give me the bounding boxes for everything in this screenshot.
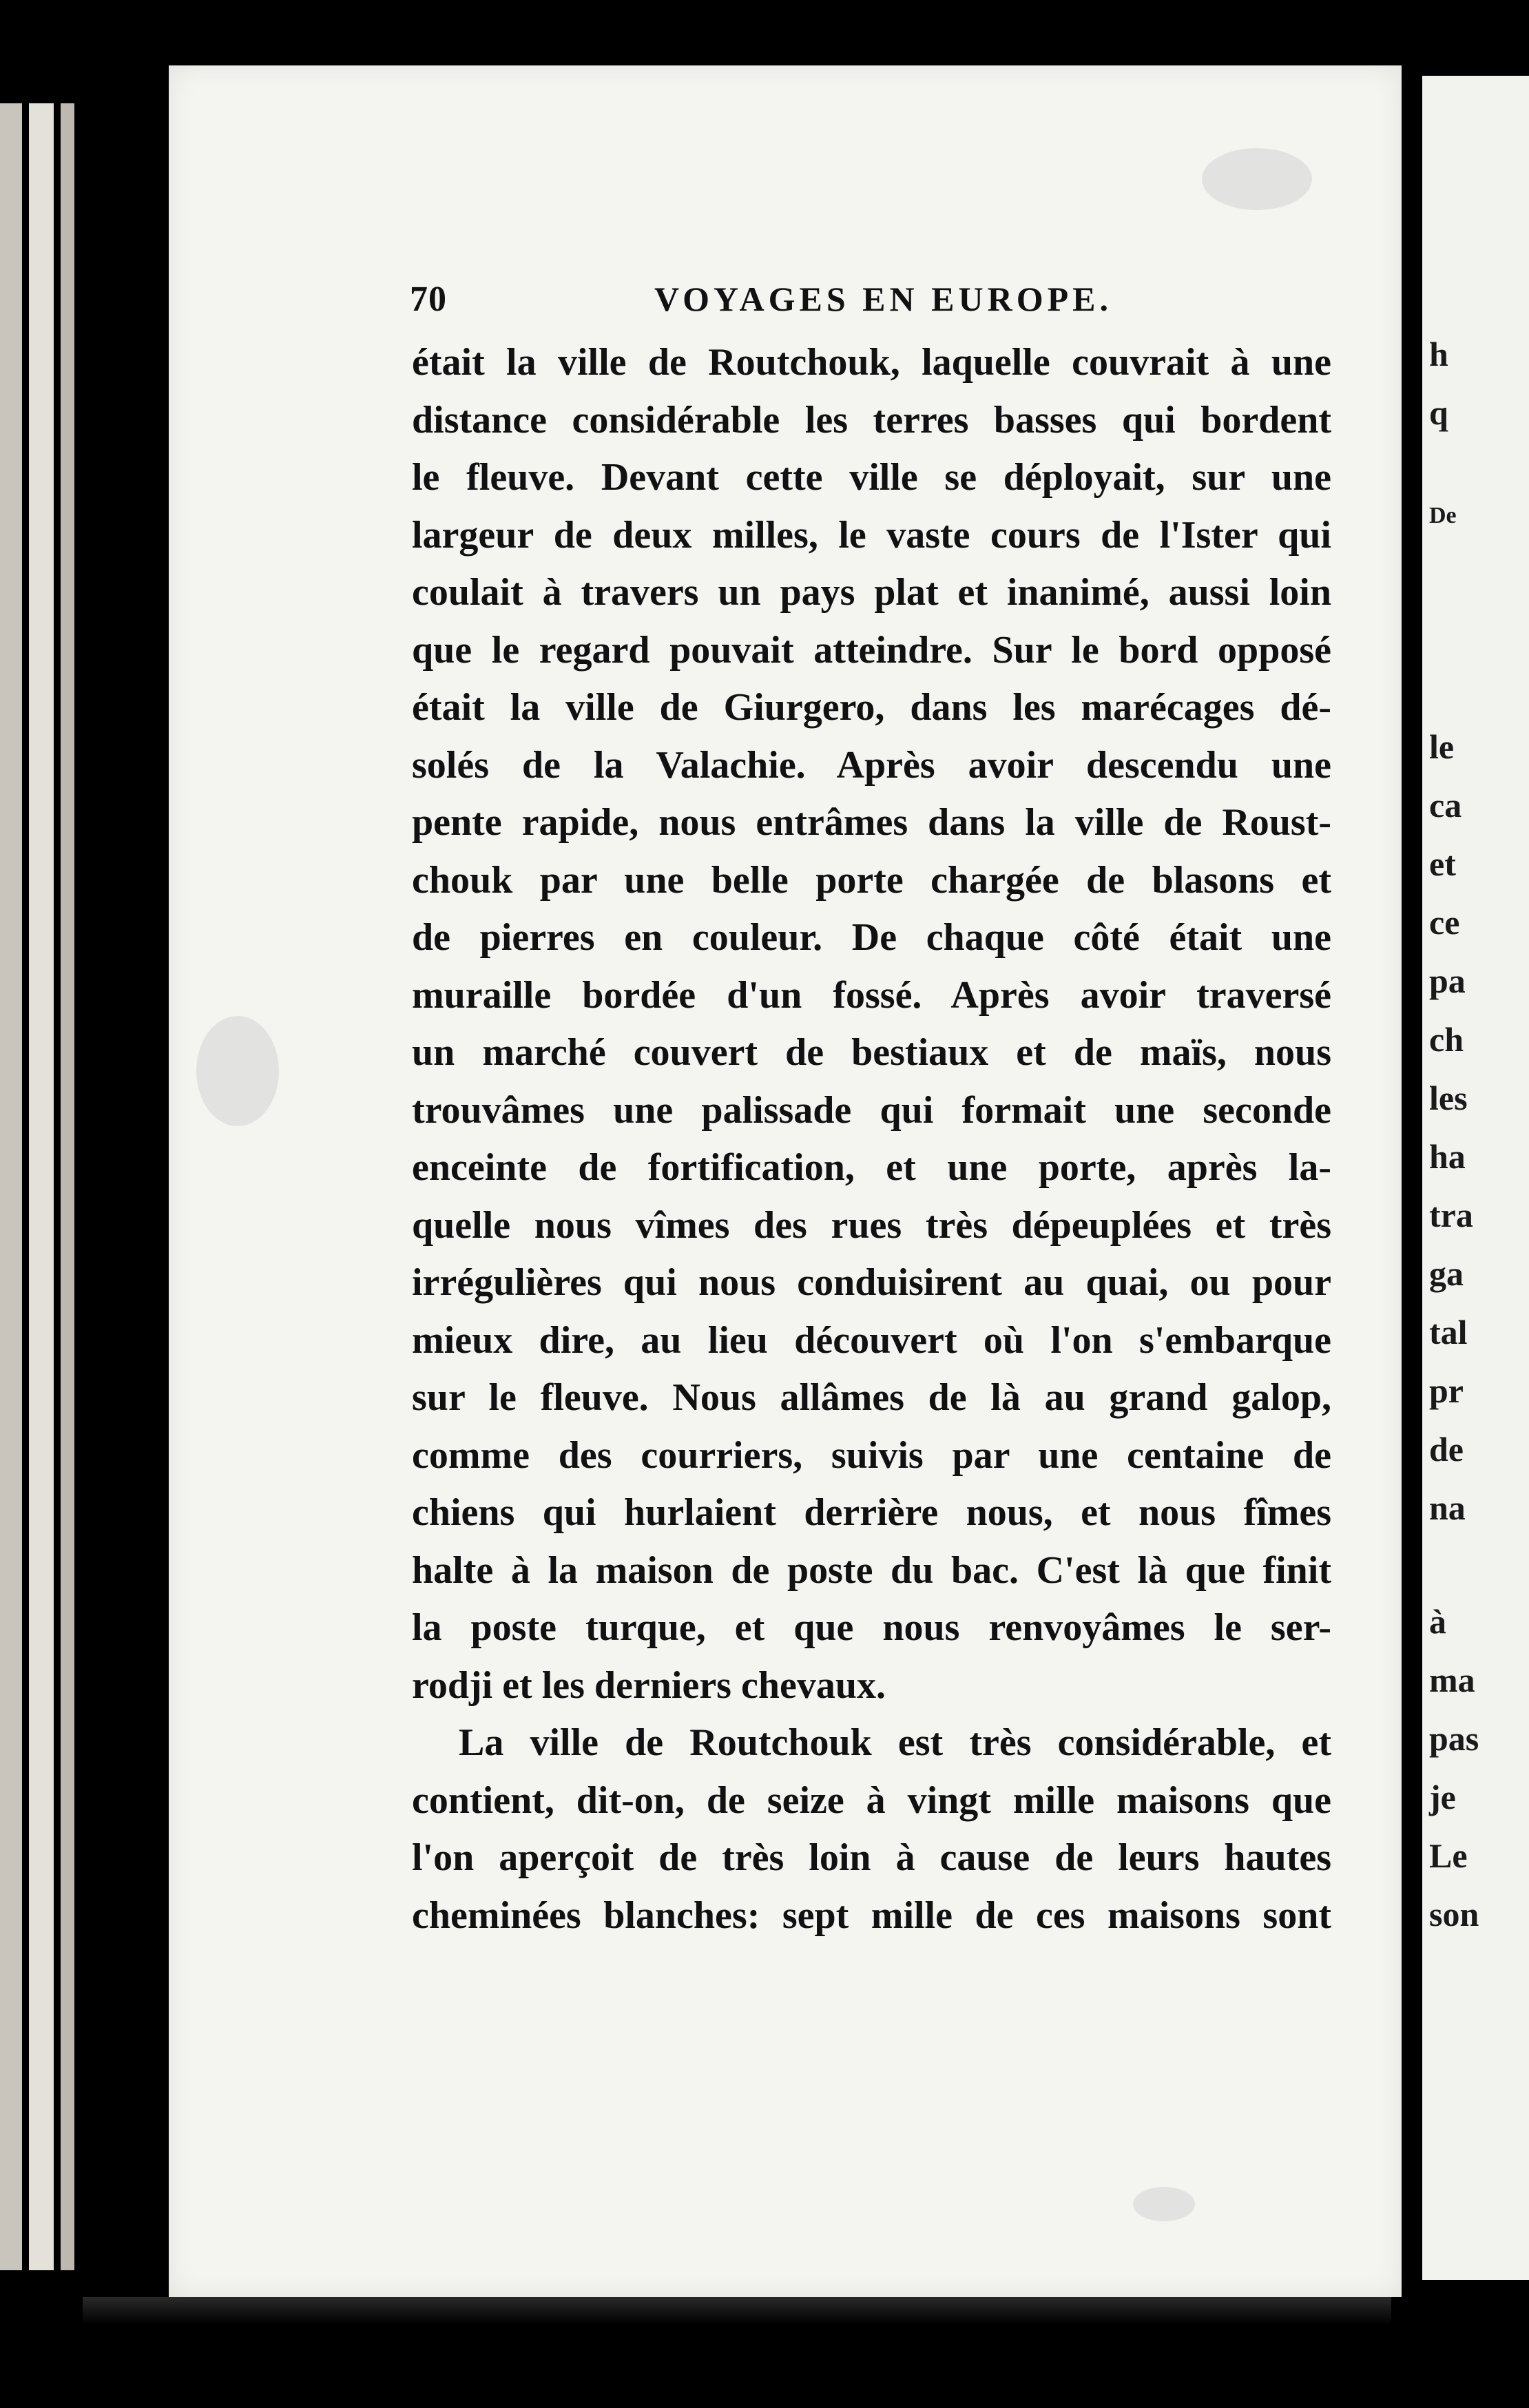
- text-line: cheminées blanches: sept mille de ces maisons sont: [412, 1893, 1331, 1937]
- facing-text-fragment: de: [1429, 1430, 1464, 1468]
- paper-stain: [1202, 148, 1312, 210]
- text-line: chouk par une belle porte chargée de blasons et: [412, 858, 1331, 902]
- facing-text-fragment: h: [1429, 335, 1448, 373]
- facing-text-fragment: ca: [1429, 786, 1462, 824]
- facing-text-fragment: je: [1429, 1778, 1456, 1816]
- text-line: quelle nous vîmes des rues très dépeuplées et très: [412, 1203, 1331, 1247]
- paper-stain: [196, 1016, 279, 1126]
- facing-text-fragment: pa: [1429, 962, 1466, 1000]
- paragraph-first-line: La ville de Routchouk est très considérable, et: [459, 1721, 1331, 1764]
- text-line: de pierres en couleur. De chaque côté était une: [412, 916, 1331, 959]
- facing-text-fragment: pr: [1429, 1371, 1464, 1410]
- facing-text-fragment: son: [1429, 1895, 1479, 1933]
- facing-text-fragment: tra: [1429, 1196, 1473, 1234]
- facing-text-fragment: ma: [1429, 1661, 1475, 1699]
- facing-text-fragment: ch: [1429, 1020, 1464, 1059]
- text-line: que le regard pouvait atteindre. Sur le bord opposé: [412, 628, 1331, 672]
- page-number: 70: [410, 280, 447, 319]
- facing-text-fragment: ce: [1429, 903, 1460, 942]
- facing-text-fragment: et: [1429, 844, 1456, 883]
- facing-text-fragment: tal: [1429, 1313, 1468, 1351]
- text-line: pente rapide, nous entrâmes dans la ville de Roust-: [412, 801, 1331, 844]
- text-line: halte à la maison de poste du bac. C'est là que finit: [412, 1548, 1331, 1592]
- text-line: la poste turque, et que nous renvoyâmes le ser-: [412, 1606, 1331, 1649]
- text-line: rodji et les derniers chevaux.: [412, 1663, 886, 1707]
- facing-text-fragment: q: [1429, 393, 1448, 432]
- paper-stain: [1133, 2187, 1195, 2221]
- facing-text-fragment: ha: [1429, 1137, 1466, 1176]
- text-line: le fleuve. Devant cette ville se déployait, sur une: [412, 456, 1331, 499]
- text-line: mieux dire, au lieu découvert où l'on s'embarque: [412, 1318, 1331, 1362]
- page-edge: [61, 103, 74, 2270]
- text-line: largeur de deux milles, le vaste cours de l'Ister qui: [412, 513, 1331, 557]
- page-edge: [29, 103, 54, 2270]
- body-text: [412, 334, 1331, 1944]
- text-line: coulait à travers un pays plat et inanimé, aussi loin: [412, 571, 1331, 614]
- text-line: muraille bordée d'un fossé. Après avoir traversé: [412, 973, 1331, 1017]
- facing-text-fragment: le: [1429, 727, 1455, 766]
- text-line: distance considérable les terres basses qui bordent: [412, 398, 1331, 442]
- text-line: enceinte de fortification, et une porte, après la-: [412, 1146, 1331, 1189]
- text-line: trouvâmes une palissade qui formait une seconde: [412, 1088, 1331, 1132]
- text-line: contient, dit-on, de seize à vingt mille maisons que: [412, 1778, 1331, 1822]
- page-edge: [0, 103, 22, 2270]
- facing-text-fragment: De: [1429, 503, 1457, 528]
- facing-text-fragment: ga: [1429, 1254, 1464, 1293]
- text-line: sur le fleuve. Nous allâmes de là au grand galop,: [412, 1376, 1331, 1419]
- facing-text-fragment: na: [1429, 1488, 1466, 1527]
- page-shadow: [83, 2297, 1391, 2325]
- facing-text-fragment: pas: [1429, 1719, 1479, 1758]
- facing-page: [1422, 76, 1529, 2280]
- text-line: comme des courriers, suivis par une centaine de: [412, 1433, 1331, 1477]
- text-line: solés de la Valachie. Après avoir descendu une: [412, 743, 1331, 787]
- text-line: irrégulières qui nous conduisirent au quai, ou pour: [412, 1261, 1331, 1304]
- text-line: l'on aperçoit de très loin à cause de leurs hautes: [412, 1836, 1331, 1879]
- text-line: était la ville de Routchouk, laquelle couvrait à une: [412, 341, 1331, 384]
- facing-text-fragment: Le: [1429, 1836, 1468, 1875]
- facing-text-fragment: à: [1429, 1602, 1446, 1641]
- text-line: chiens qui hurlaient derrière nous, et nous fîmes: [412, 1491, 1331, 1534]
- text-line: un marché couvert de bestiaux et de maïs, nous: [412, 1031, 1331, 1074]
- text-line: était la ville de Giurgero, dans les marécages dé-: [412, 686, 1331, 729]
- running-head: VOYAGES EN EUROPE.: [654, 280, 1112, 318]
- facing-text-fragment: les: [1429, 1079, 1468, 1117]
